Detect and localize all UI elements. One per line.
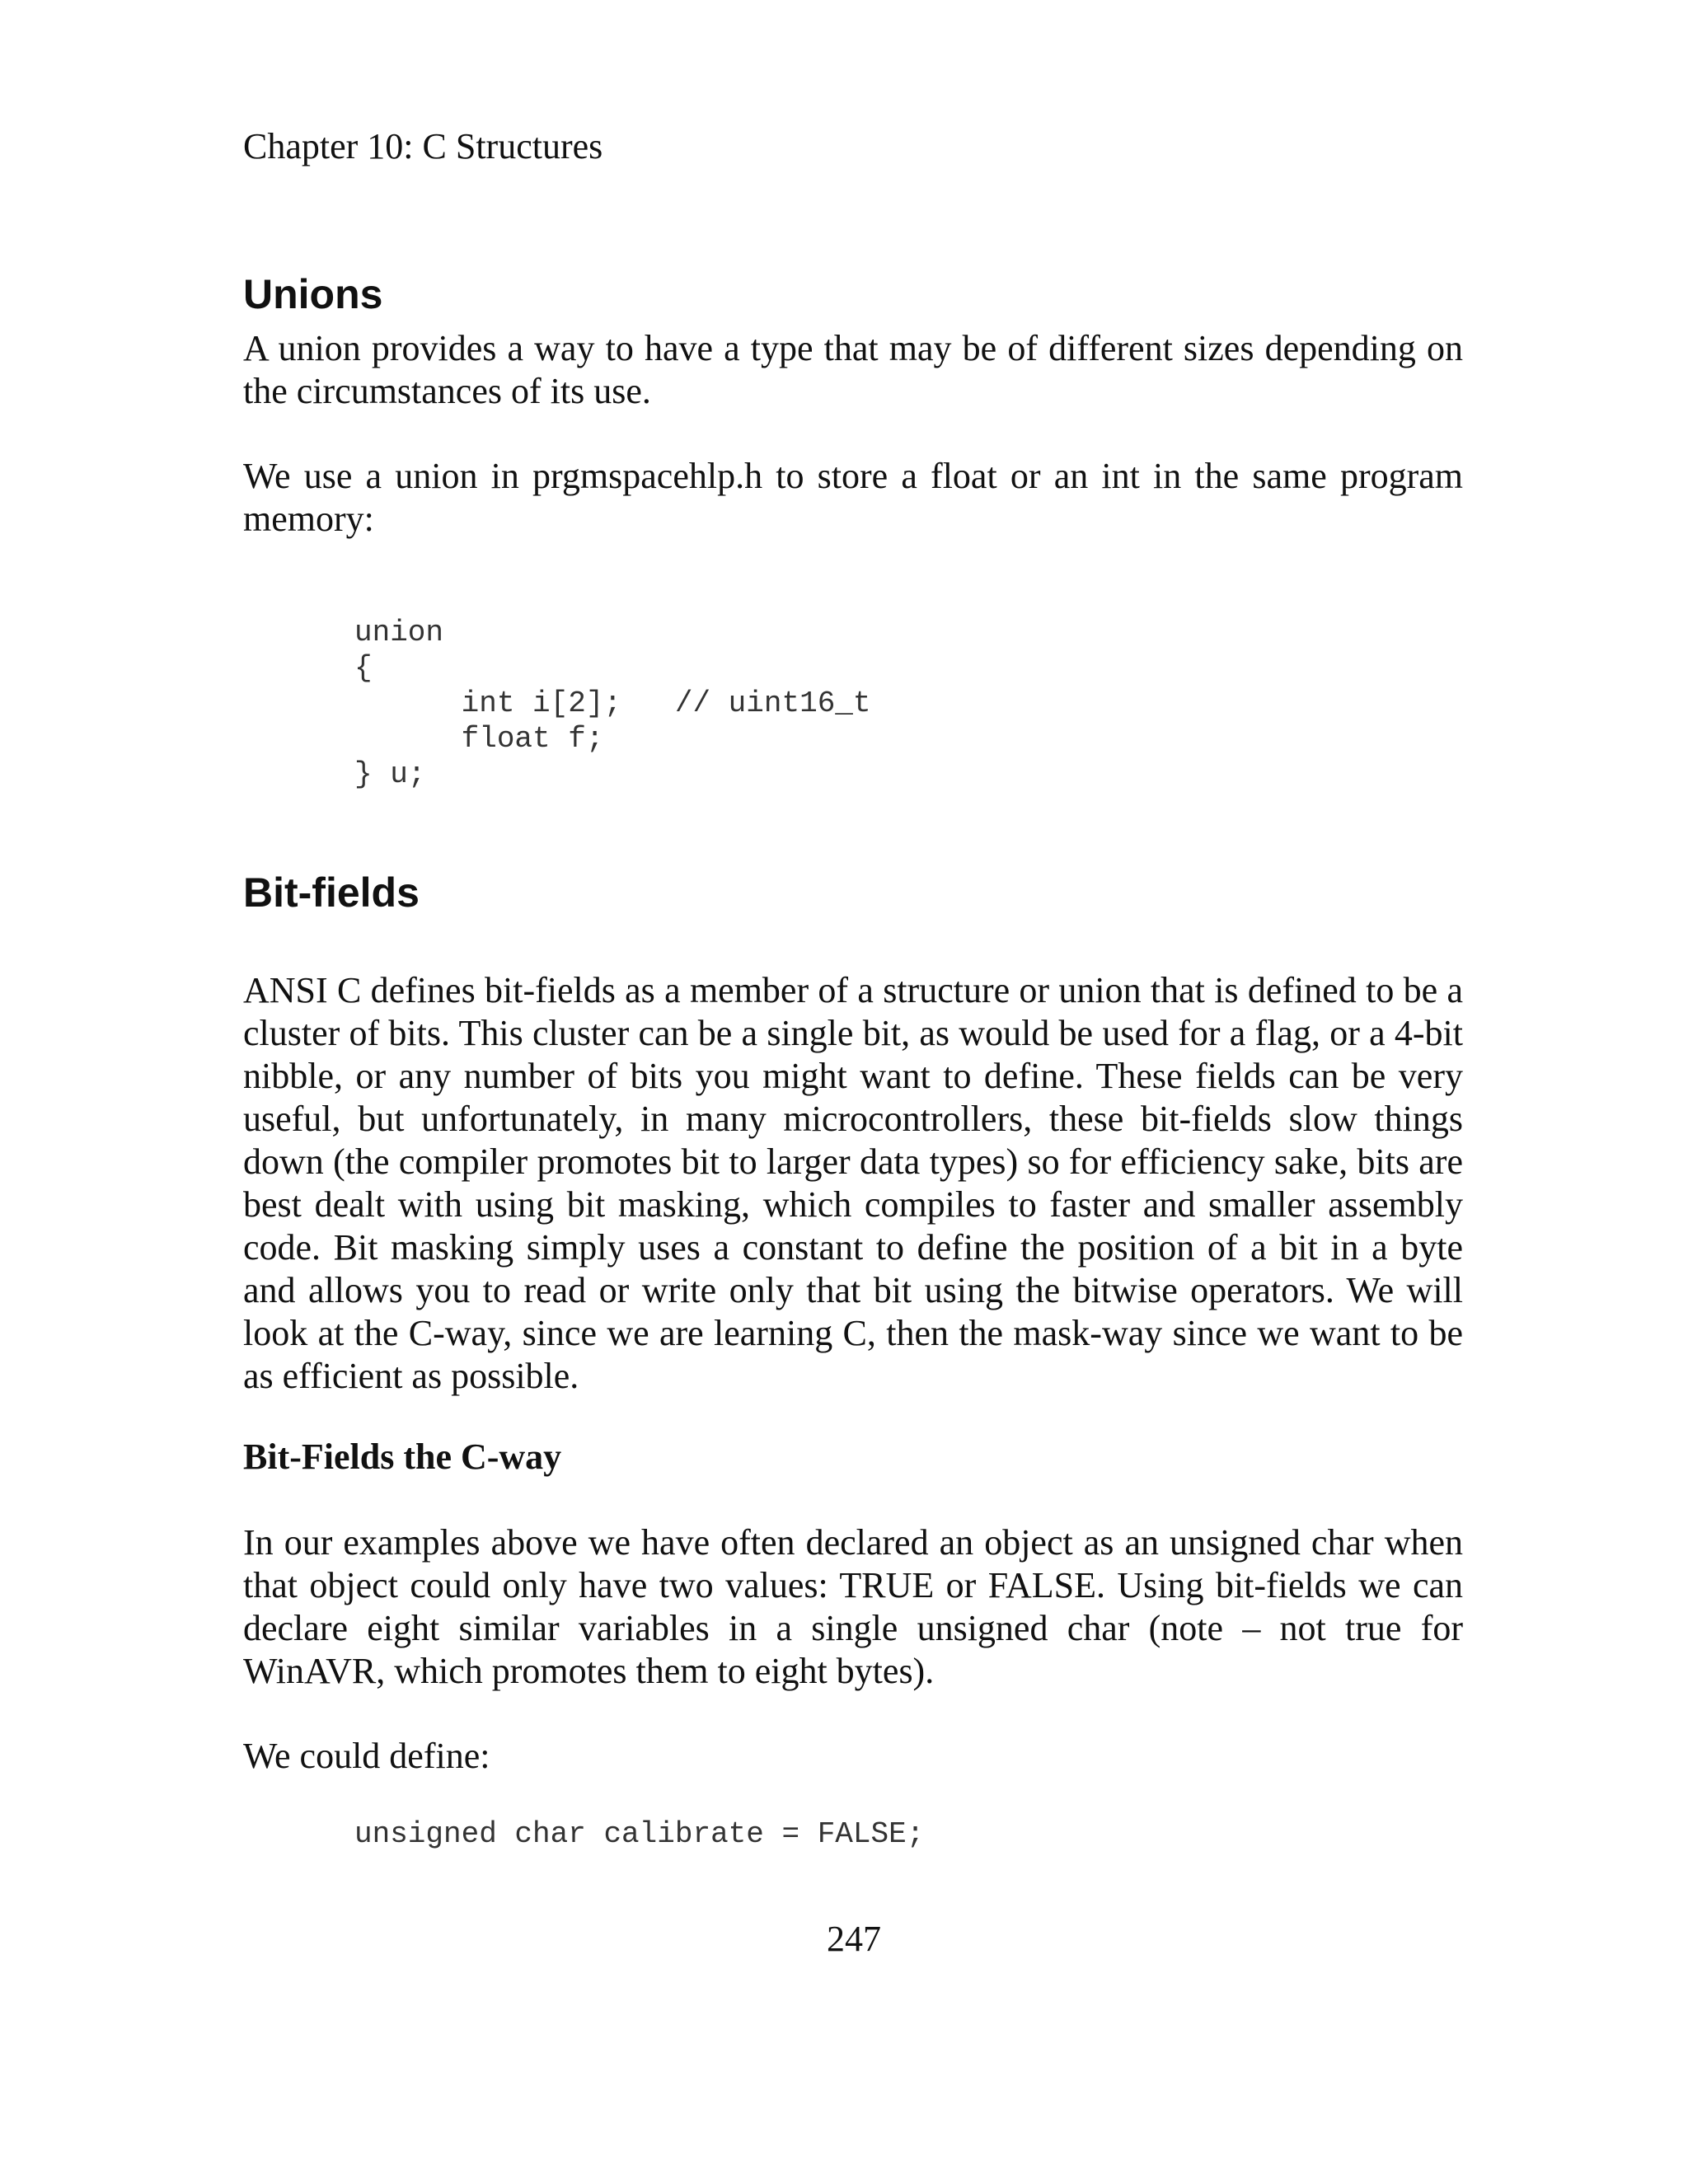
bitfields-paragraph-1: ANSI C defines bit-fields as a member of a structure or union that is defined to be a cluster of bits. This cluster can be a single bit, as would be used for a flag, or a 4-bit nibble, or any number of bits you might want to define. These fields can be very useful, but unfortunately, in many microcontrollers, these bit-fields slow things down (the compiler promotes bit to larger data types) so for efficiency sake, bits are best dealt with using bit masking, which compiles to faster and smaller assembly code. Bit masking simply uses a constant to define the position of a bit in a byte and allows you to read or write only that bit using the bitwise operators. We will look at the C-way, since we are learning C, then the mask-way since we want to be as efficient as possible. (243, 970, 1463, 1396)
page-number: 247 (827, 1919, 881, 1959)
unions-paragraph-1: A union provides a way to have a type that may be of different sizes depending on the circumstances of its use. (243, 328, 1463, 411)
calibrate-code-line: unsigned char calibrate = FALSE; (354, 1817, 925, 1851)
running-header: Chapter 10: C Structures (243, 126, 603, 166)
bitfields-paragraph-2: In our examples above we have often declared an object as an unsigned char when that object could only have two values: TRUE or FALSE. Using bit-fields we can declare eight similar variables in a single unsigned char (note – not true for WinAVR, which promotes them to eight bytes). (243, 1522, 1463, 1691)
unions-paragraph-2: We use a union in prgmspacehlp.h to store a float or an int in the same program memory: (243, 456, 1463, 539)
bitfields-paragraph-3: We could define: (243, 1736, 490, 1776)
section-heading-unions: Unions (243, 271, 383, 317)
subheading-bitfields-c-way: Bit-Fields the C-way (243, 1436, 562, 1477)
section-heading-bitfields: Bit-fields (243, 869, 420, 916)
union-code-block: union { int i[2]; // uint16_t float f; } u; (354, 616, 871, 791)
